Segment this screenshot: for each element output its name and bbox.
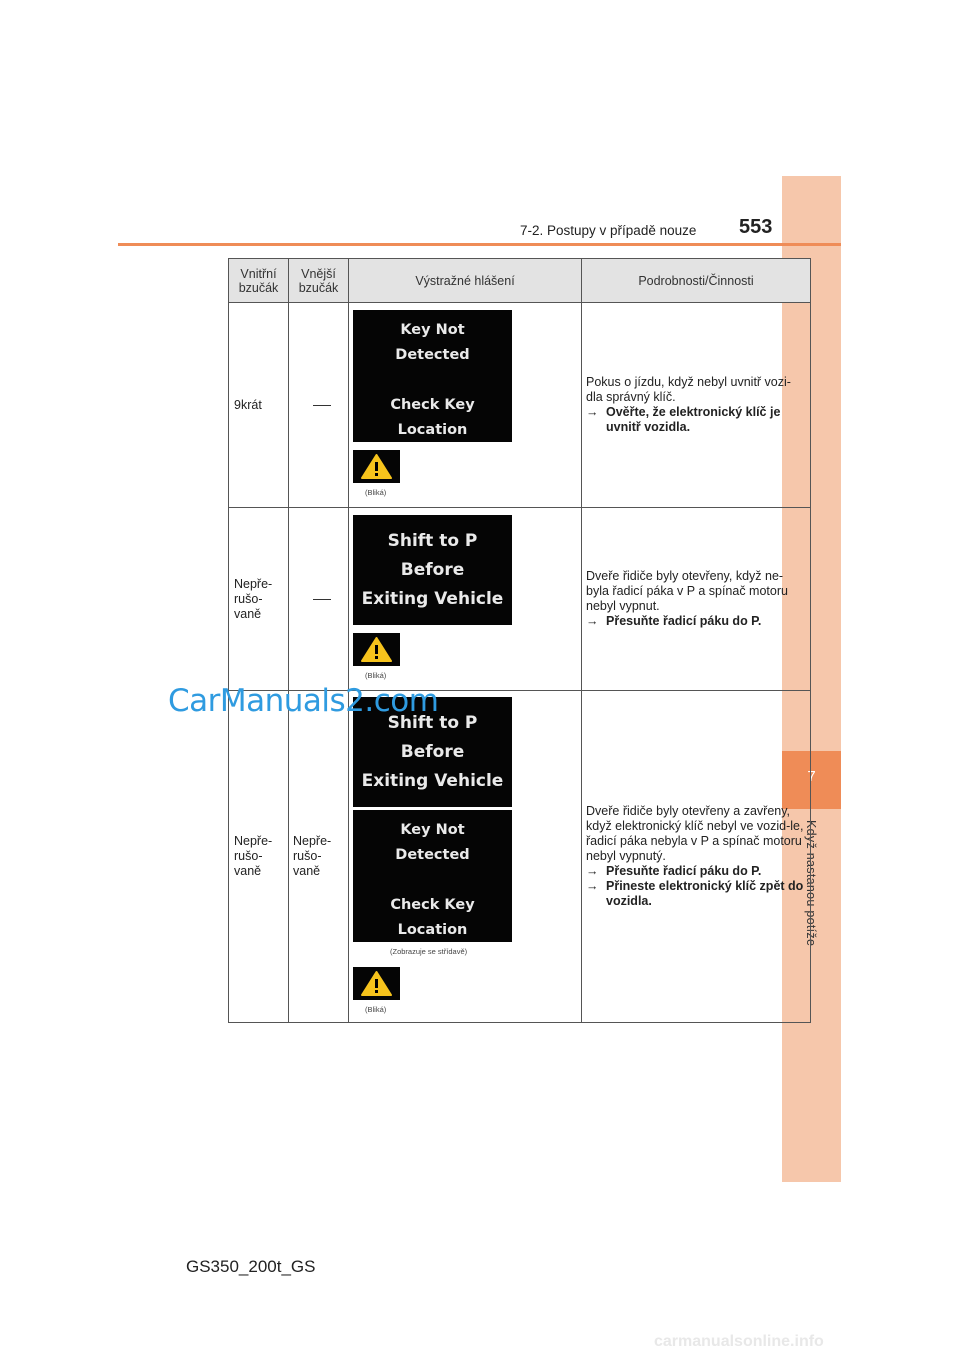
display-line: Shift to P <box>387 531 478 551</box>
details-text: Dveře řidiče byly otevřeny, když ne-byla řadicí páka v P a spínač motoru nebyl vypnut. <box>586 569 788 613</box>
warning-triangle-icon <box>353 633 400 666</box>
footer-site-watermark: carmanualsonline.info <box>654 1333 824 1350</box>
section-title: 7-2. Postupy v případě nouze <box>520 223 697 238</box>
display-line: Before <box>400 741 465 762</box>
inner-buzzer-cell: Nepře-rušo-vaně <box>229 508 289 691</box>
table-row <box>229 508 811 691</box>
icon-caption: (Bliká) <box>365 1004 387 1014</box>
alternate-caption: (Zobrazuje se střídavě) <box>390 946 468 956</box>
table-row <box>229 691 811 1023</box>
watermark-logo: CarManuals2.com <box>168 683 439 719</box>
warning-table <box>228 258 811 1023</box>
display-line: Exiting Vehicle <box>361 770 504 791</box>
details-text: Pokus o jízdu, když nebyl uvnitř vozi-dla správný klíč. <box>586 375 791 404</box>
display-line: Key Not <box>400 322 465 338</box>
action-item: → Přineste elektronický klíč zpět do vozidla. <box>586 879 804 908</box>
display-line: Key Not <box>400 821 465 838</box>
warning-message-cell <box>349 691 582 1023</box>
action-item: → Ověřte, že elektronický klíč je uvnitř vozidla. <box>586 405 781 434</box>
inner-buzzer-cell: Nepře-rušo-vaně <box>229 691 289 1023</box>
icon-caption: (Bliká) <box>365 488 387 497</box>
header-details: Podrobnosti/Činnosti <box>582 259 811 303</box>
arrow-right-icon: → <box>586 879 599 893</box>
inner-buzzer-cell: 9krát <box>229 303 289 508</box>
details-text: Dveře řidiče byly otevřeny a zavřeny, když elektronický klíč nebyl ve vozid-le, řadicí páka nebyla v P a spínač motoru nebyl vypnutý. <box>586 804 804 863</box>
table-header-row <box>229 259 811 303</box>
action-item: → Přesuňte řadicí páku do P. <box>586 614 762 628</box>
header-inner-buzzer: Vnitřní bzučák <box>229 259 289 303</box>
display-line: Detected <box>395 347 470 363</box>
action-item: → Přesuňte řadicí páku do P. <box>586 864 762 878</box>
display-shift-to-p <box>353 515 512 625</box>
outer-buzzer-cell <box>289 508 349 691</box>
display-line: Shift to P <box>387 712 478 733</box>
display-line: Check Key <box>390 896 475 913</box>
display-line: Detected <box>395 846 470 863</box>
no-buzzer-dash <box>313 599 331 600</box>
display-key-not-detected <box>353 310 512 442</box>
warning-message-cell <box>349 508 582 691</box>
icon-caption: (Bliká) <box>365 671 387 680</box>
outer-buzzer-cell: Nepře-rušo-vaně <box>289 691 349 1023</box>
header-rule <box>118 243 841 246</box>
warning-triangle-icon <box>353 967 400 1000</box>
display-line: Location <box>397 422 468 438</box>
display-key-not-detected <box>353 810 512 942</box>
footer-model: GS350_200t_GS <box>186 1257 316 1276</box>
no-buzzer-dash <box>313 405 331 406</box>
table-row <box>229 303 811 508</box>
display-line: Exiting Vehicle <box>361 589 504 609</box>
chapter-number: 7 <box>807 768 816 785</box>
details-cell <box>582 691 811 1023</box>
details-cell <box>582 303 811 508</box>
page-number: 553 <box>739 216 773 238</box>
outer-buzzer-cell <box>289 303 349 508</box>
chapter-title: Když nastanou potíže <box>804 820 818 947</box>
warning-message-cell <box>349 303 582 508</box>
arrow-right-icon: → <box>586 864 599 878</box>
details-cell <box>582 508 811 691</box>
display-line: Location <box>397 921 468 938</box>
arrow-right-icon: → <box>586 614 599 628</box>
display-line: Check Key <box>390 397 475 413</box>
header-warning-message: Výstražné hlášení <box>349 259 582 303</box>
header-outer-buzzer: Vnější bzučák <box>289 259 349 303</box>
arrow-right-icon: → <box>586 405 599 419</box>
warning-triangle-icon <box>353 450 400 483</box>
display-line: Before <box>400 560 465 580</box>
